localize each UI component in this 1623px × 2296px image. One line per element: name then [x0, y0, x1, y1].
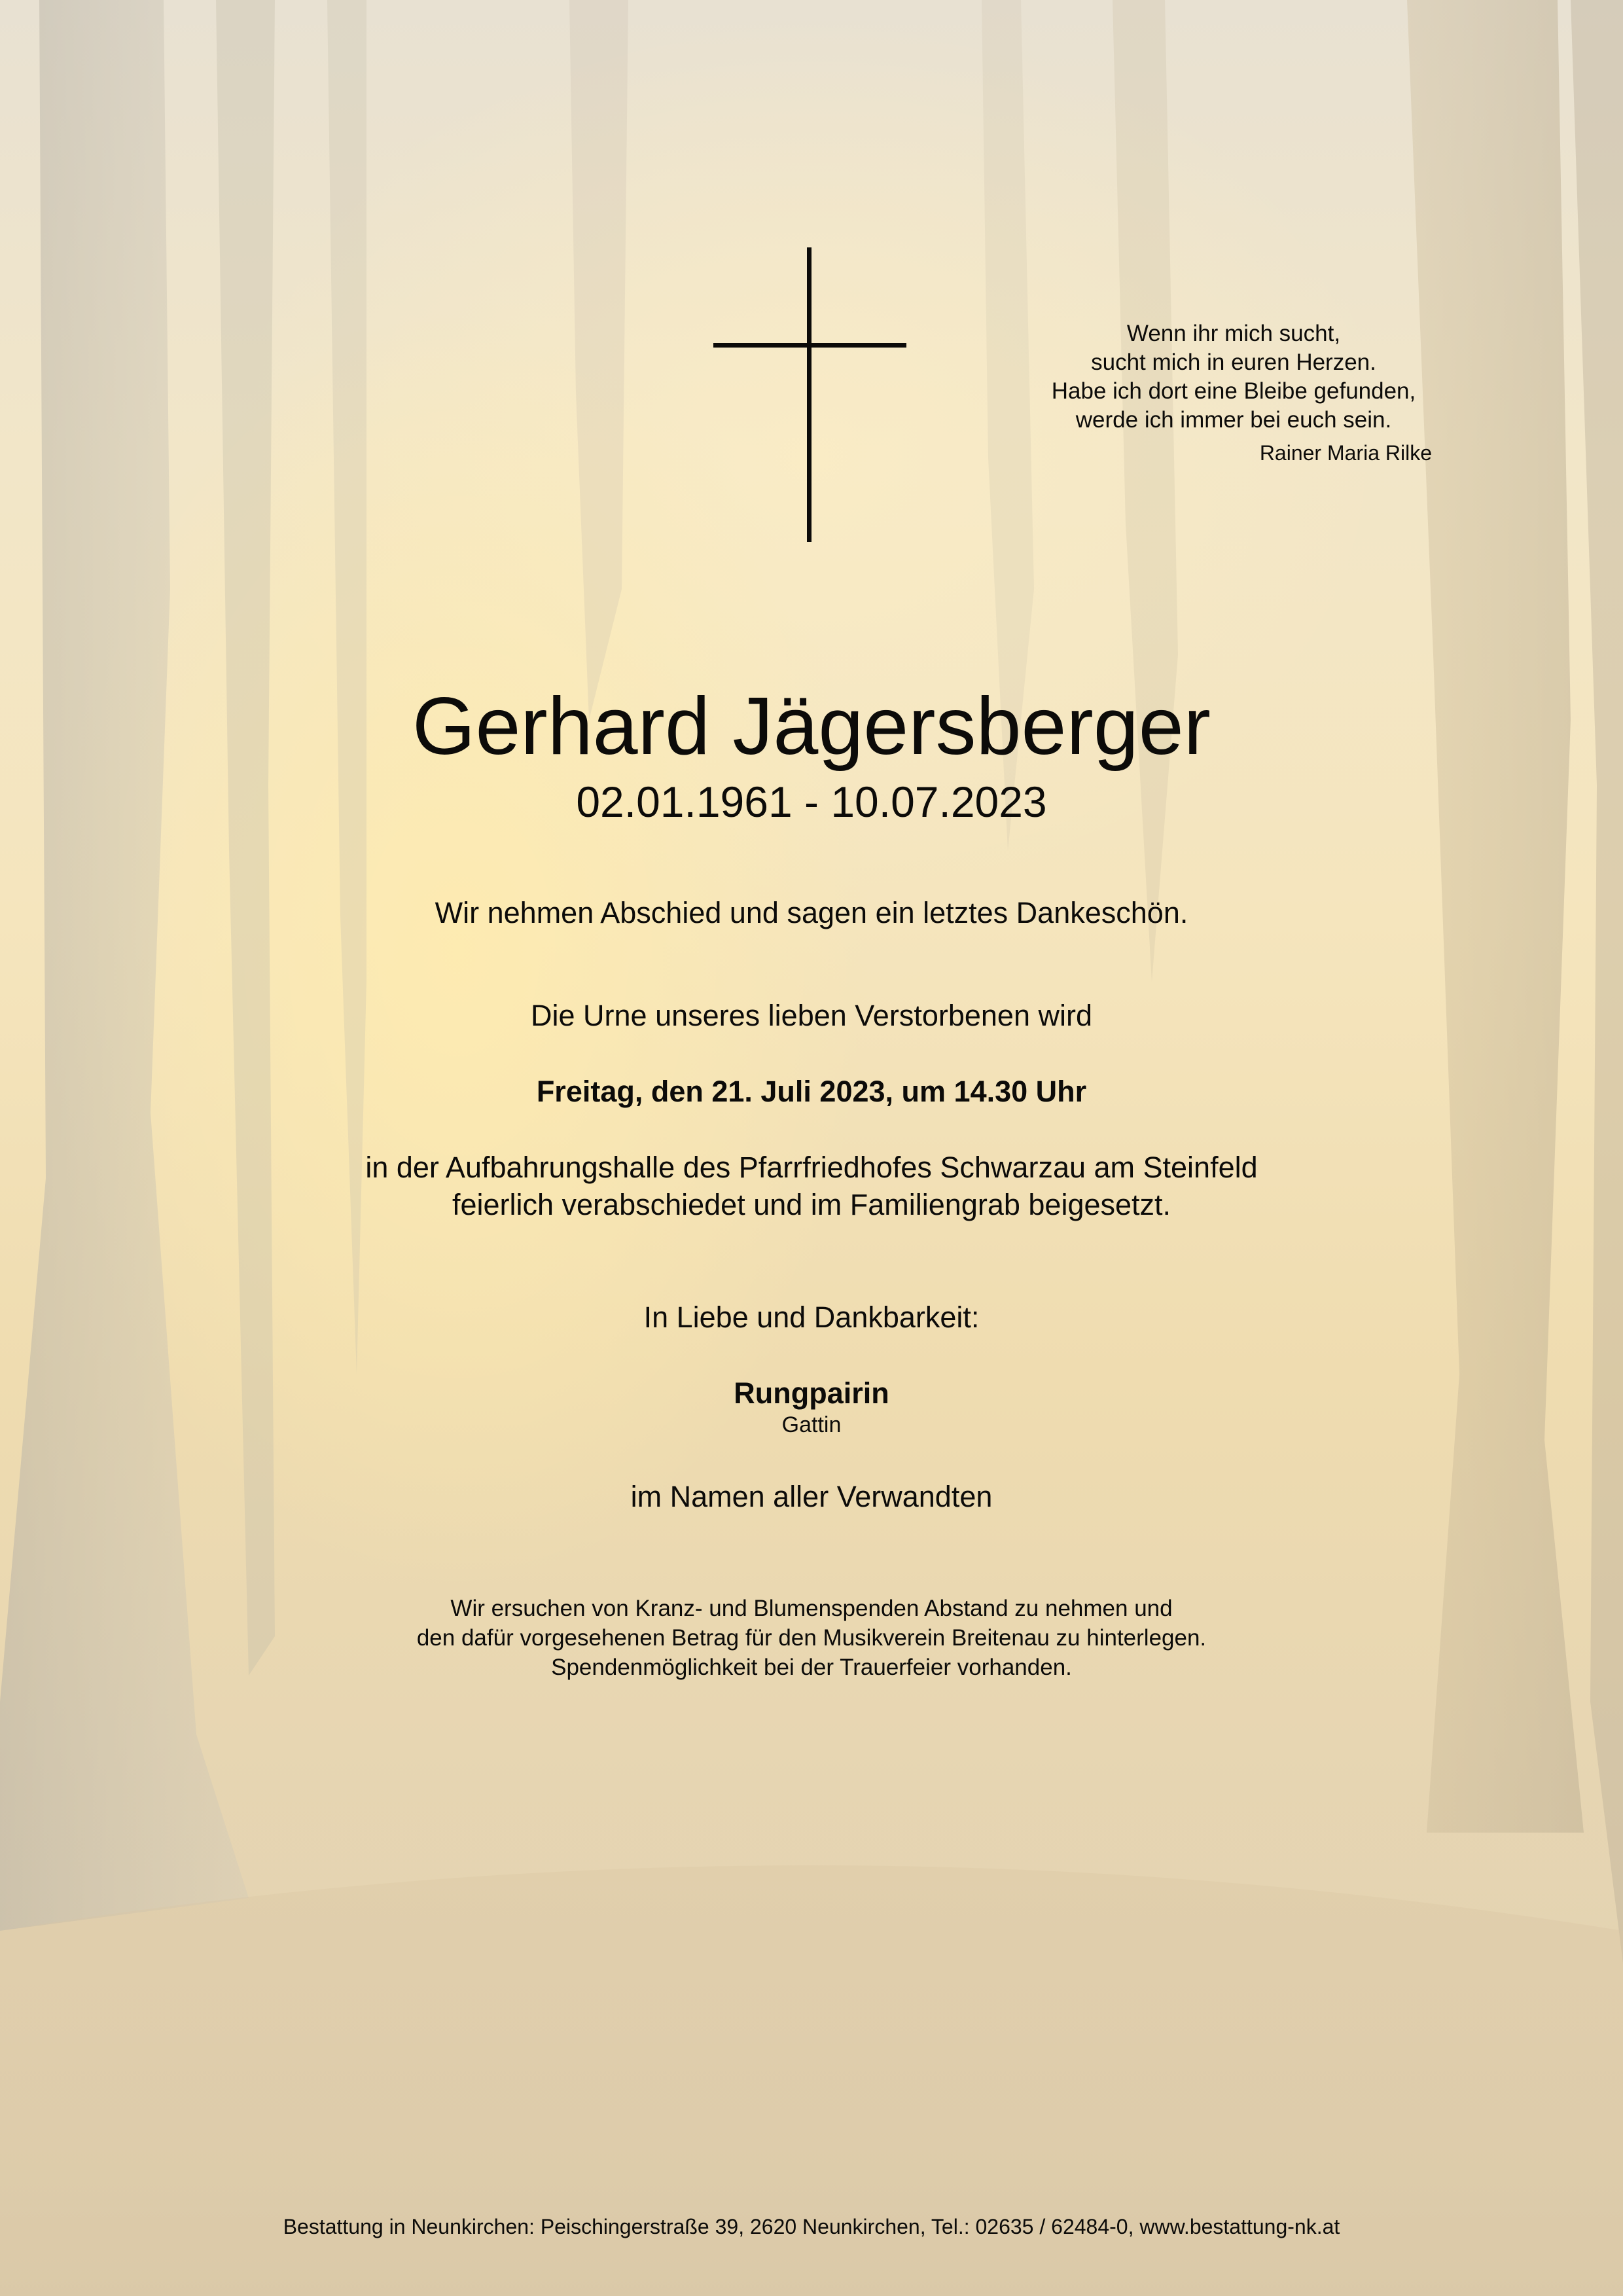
cross-horizontal-bar [713, 343, 906, 348]
donation-notice [0, 1594, 1623, 1682]
funeral-home-footer: Bestattung in Neunkirchen: Peischingerstraße 39, 2620 Neunkirchen, Tel.: 02635 / 62484-0, www.bestattung-nk.at [283, 2215, 1340, 2238]
quote-line: sucht mich in euren Herzen. [1091, 350, 1376, 375]
donation-line: Spendenmöglichkeit bei der Trauerfeier vorhanden. [551, 1655, 1072, 1680]
quote-line: werde ich immer bei euch sein. [1075, 407, 1392, 433]
mourner-name: Rungpairin [734, 1376, 889, 1410]
quote-author: Rainer Maria Rilke [1259, 441, 1432, 465]
quote-line: Habe ich dort eine Bleibe gefunden, [1051, 378, 1416, 404]
ceremony-date: Freitag, den 21. Juli 2023, um 14.30 Uhr [536, 1075, 1087, 1108]
cross-vertical-bar [807, 247, 812, 542]
quote-line: Wenn ihr mich sucht, [1126, 321, 1341, 346]
location-line: in der Aufbahrungshalle des Pfarrfriedhofes Schwarzau am Steinfeld [365, 1151, 1258, 1184]
ceremony-intro: Die Urne unseres lieben Verstorbenen wird [531, 999, 1092, 1032]
donation-line: den dafür vorgesehenen Betrag für den Musikverein Breitenau zu hinterlegen. [416, 1625, 1207, 1651]
donation-line: Wir ersuchen von Kranz- und Blumenspenden Abstand zu nehmen und [450, 1596, 1173, 1621]
life-dates: 02.01.1961 - 10.07.2023 [576, 778, 1047, 826]
relatives-text: im Namen aller Verwandten [630, 1480, 993, 1513]
cross-icon [713, 247, 910, 542]
location-line: feierlich verabschiedet und im Familiengrab beigesetzt. [452, 1188, 1171, 1221]
rilke-quote [962, 319, 1505, 435]
mourner-role: Gattin [781, 1412, 842, 1437]
mourners-intro: In Liebe und Dankbarkeit: [643, 1300, 980, 1334]
farewell-text: Wir nehmen Abschied und sagen ein letztes Dankeschön. [435, 896, 1188, 929]
ceremony-location [0, 1149, 1623, 1223]
deceased-name: Gerhard Jägersberger [412, 681, 1211, 772]
